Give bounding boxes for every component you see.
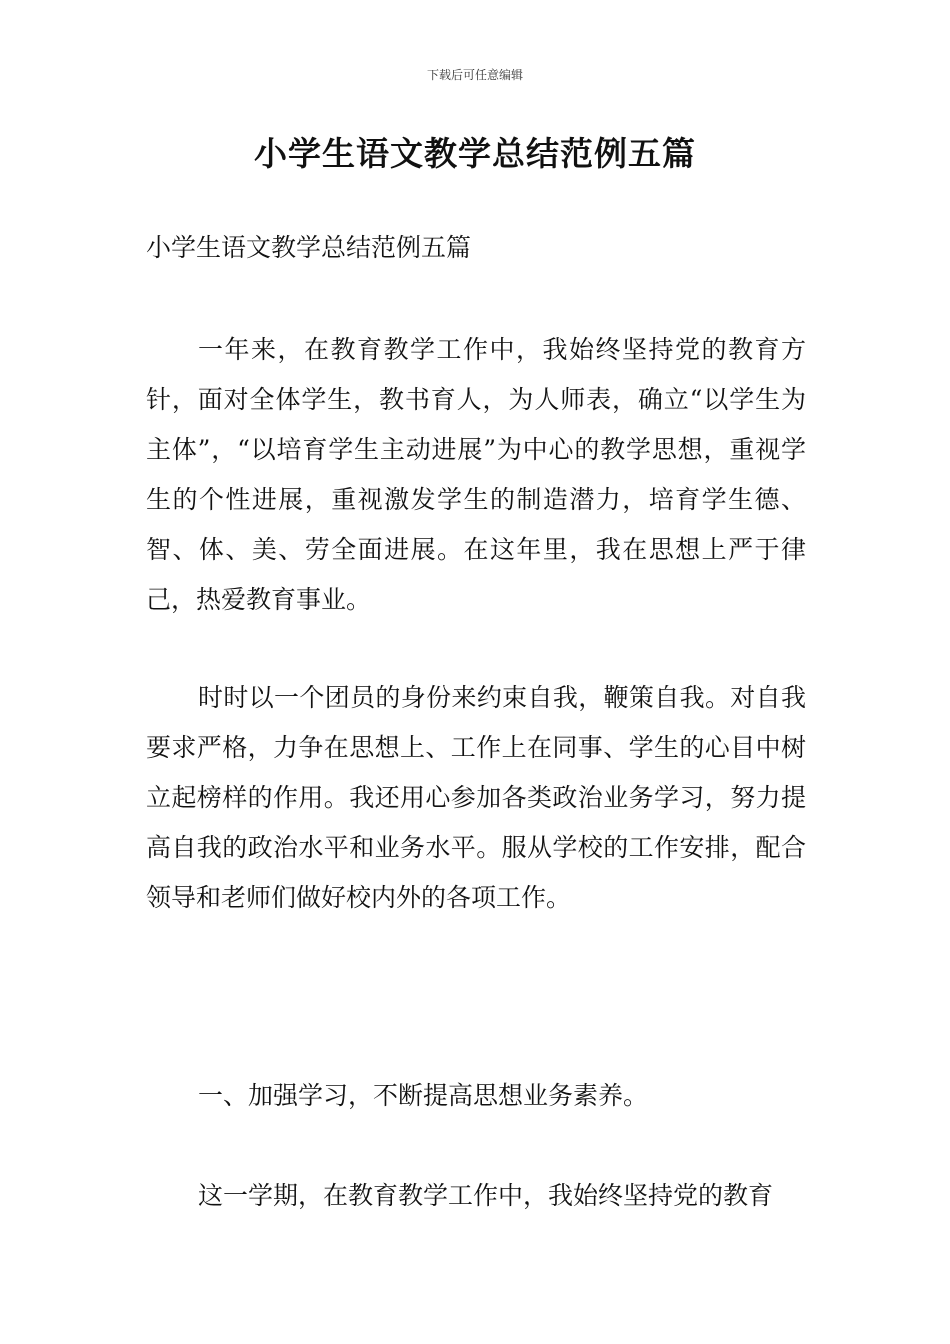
header-note: 下载后可任意编辑 [426, 68, 523, 82]
paragraph-self-discipline: 时时以一个团员的身份来约束自我，鞭策自我。对自我要求严格，力争在思想上、工作上在同事、学生的心目中树立起榜样的作用。我还用心参加各类政治业务学习，努力提高自我的政治水平和业务水平。服从学校的工作安排，配合领导和老师们做好校内外的各项工作。 [146, 683, 806, 912]
document-title: 小学生语文教学总结范例五篇 [254, 134, 696, 173]
paragraph-semester: 这一学期，在教育教学工作中，我始终坚持党的教育 [198, 1181, 774, 1210]
section-heading-learning: 一、加强学习，不断提高思想业务素养。 [198, 1081, 649, 1110]
paragraph-intro: 一年来，在教育教学工作中，我始终坚持党的教育方针，面对全体学生，教书育人，为人师表，确立“以学生为主体”，“以培育学生主动进展”为中心的教学思想，重视学生的个性进展，重视激发学生的制造潜力，培育学生德、智、体、美、劳全面进展。在这年里，我在思想上严于律己，热爱教育事业。 [146, 335, 806, 614]
document-subtitle: 小学生语文教学总结范例五篇 [146, 233, 472, 262]
